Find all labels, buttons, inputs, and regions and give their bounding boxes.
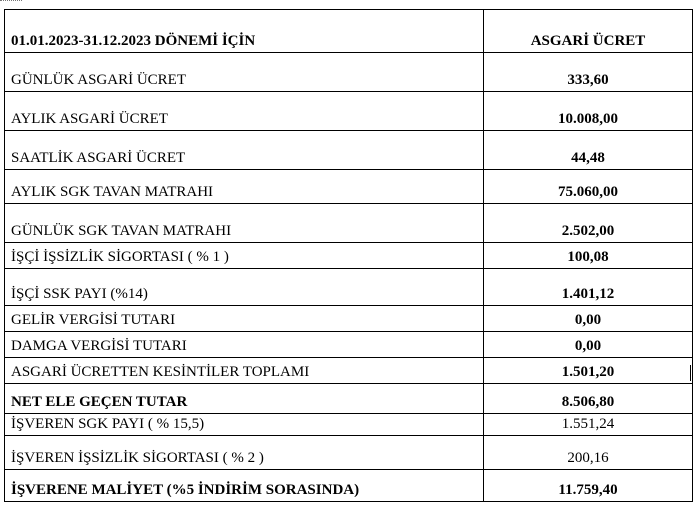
table-row <box>5 470 693 502</box>
minimum-wage-table <box>4 9 693 502</box>
row-value: 1.401,12 <box>484 269 693 306</box>
row-label: AYLIK SGK TAVAN MATRAHI <box>5 170 484 204</box>
row-label: İŞVEREN İŞSİZLİK SİGORTASI ( % 2 ) <box>5 436 484 470</box>
row-label: İŞÇİ SSK PAYI (%14) <box>5 269 484 306</box>
row-value: 200,16 <box>484 436 693 470</box>
row-value: 1.501,20 <box>484 358 693 384</box>
table-row <box>5 170 693 204</box>
row-value: 0,00 <box>484 332 693 358</box>
row-label: GÜNLÜK SGK TAVAN MATRAHI <box>5 204 484 243</box>
minimum-wage-column-header: ASGARİ ÜCRET <box>484 10 693 53</box>
row-label: AYLIK ASGARİ ÜCRET <box>5 92 484 131</box>
table-row <box>5 204 693 243</box>
row-value: 100,08 <box>484 243 693 269</box>
row-label: SAATLİK ASGARİ ÜCRET <box>5 131 484 170</box>
table-row <box>5 436 693 470</box>
row-label: İŞVEREN SGK PAYI ( % 15,5) <box>5 414 484 436</box>
table-row <box>5 332 693 358</box>
row-value: 2.502,00 <box>484 204 693 243</box>
table-row <box>5 269 693 306</box>
row-label: NET ELE GEÇEN TUTAR <box>5 384 484 414</box>
table-row <box>5 131 693 170</box>
row-label: İŞÇİ İŞSİZLİK SİGORTASI ( % 1 ) <box>5 243 484 269</box>
row-value: 10.008,00 <box>484 92 693 131</box>
table-row <box>5 243 693 269</box>
row-label: DAMGA VERGİSİ TUTARI <box>5 332 484 358</box>
period-header: 01.01.2023-31.12.2023 DÖNEMİ İÇİN <box>5 10 484 53</box>
table-row <box>5 358 693 384</box>
row-value: 333,60 <box>484 53 693 92</box>
row-value: 44,48 <box>484 131 693 170</box>
cursor-mark <box>690 365 691 381</box>
row-value: 0,00 <box>484 306 693 332</box>
corner-mark <box>0 0 22 4</box>
row-label: İŞVERENE MALİYET (%5 İNDİRİM SORASINDA) <box>5 470 484 502</box>
table-row <box>5 53 693 92</box>
table-row <box>5 306 693 332</box>
row-label: GÜNLÜK ASGARİ ÜCRET <box>5 53 484 92</box>
table-row <box>5 384 693 414</box>
row-value: 8.506,80 <box>484 384 693 414</box>
row-label: GELİR VERGİSİ TUTARI <box>5 306 484 332</box>
table-row <box>5 414 693 436</box>
table-row <box>5 92 693 131</box>
table-header-row <box>5 10 693 53</box>
row-value: 75.060,00 <box>484 170 693 204</box>
row-value: 11.759,40 <box>484 470 693 502</box>
row-value: 1.551,24 <box>484 414 693 436</box>
row-label: ASGARİ ÜCRETTEN KESİNTİLER TOPLAMI <box>5 358 484 384</box>
